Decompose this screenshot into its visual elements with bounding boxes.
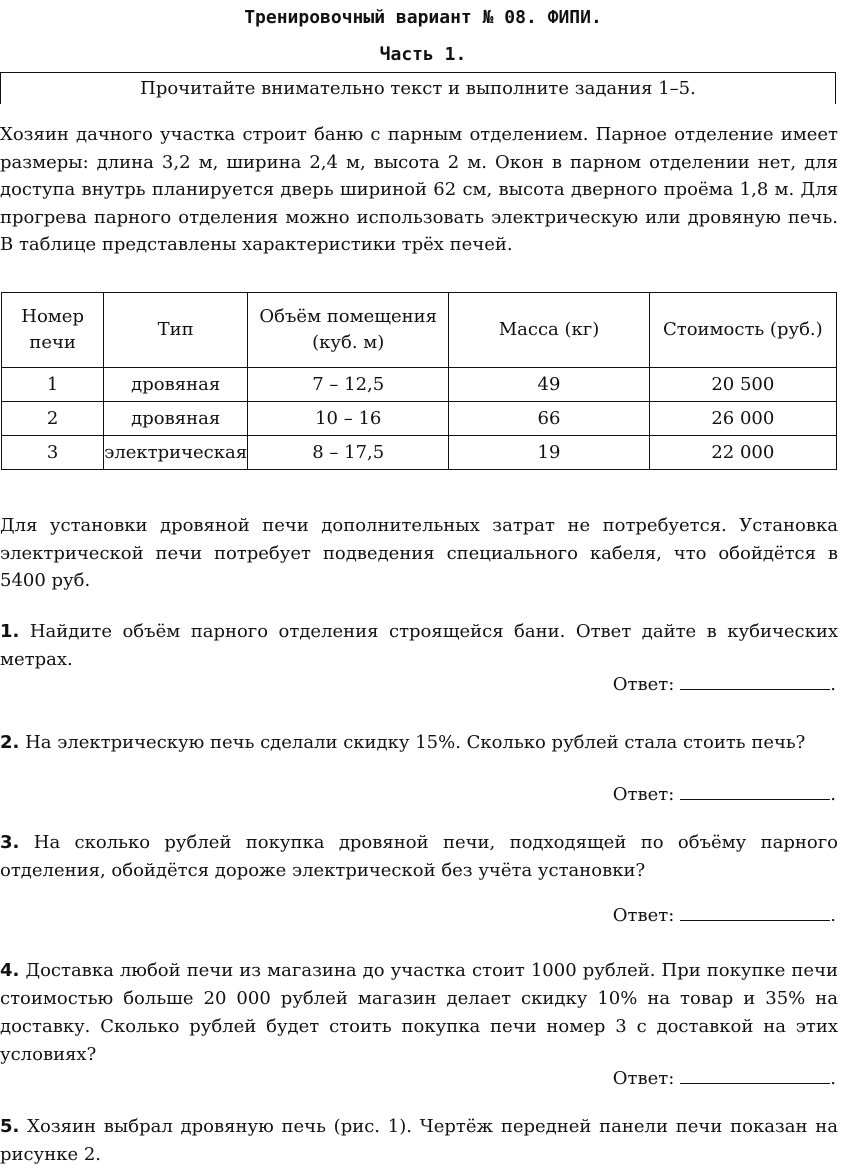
cell-type: дровяная xyxy=(104,368,248,402)
task-number: 5. xyxy=(0,1116,20,1137)
answer-line[interactable] xyxy=(680,671,830,690)
task-number: 1. xyxy=(0,621,20,642)
stoves-table xyxy=(1,292,837,470)
table-header-row xyxy=(2,293,837,368)
task-text: Найдите объём парного отделения строящейся бани. Ответ дайте в кубических метрах. xyxy=(0,621,838,670)
task-text: На электрическую печь сделали скидку 15%. Сколько рублей стала стоить печь? xyxy=(25,732,806,753)
cell-volume: 7 – 12,5 xyxy=(248,368,449,402)
task-number: 3. xyxy=(0,832,20,853)
table-row xyxy=(2,368,837,402)
page-title: Тренировочный вариант № 08. ФИПИ. xyxy=(244,7,602,28)
header-cost: Стоимость (руб.) xyxy=(649,293,836,368)
task-4 xyxy=(0,957,838,1069)
header-type: Тип xyxy=(104,293,248,368)
cell-number: 2 xyxy=(2,402,104,436)
task-text: Хозяин выбрал дровяную печь (рис. 1). Чертёж передней панели печи показан на рисунке 2. xyxy=(0,1116,838,1165)
cell-mass: 19 xyxy=(449,436,649,470)
cell-cost: 22 000 xyxy=(649,436,836,470)
answer-line[interactable] xyxy=(680,902,830,921)
task-2 xyxy=(0,729,838,757)
task-number: 2. xyxy=(0,732,20,753)
header-mass: Масса (кг) xyxy=(449,293,649,368)
answer-field-1[interactable]: Ответ: . xyxy=(613,671,836,698)
cell-number: 3 xyxy=(2,436,104,470)
header-number: Номер печи xyxy=(2,293,104,368)
part-title: Часть 1. xyxy=(379,44,467,65)
cell-mass: 66 xyxy=(449,402,649,436)
task-3 xyxy=(0,829,838,885)
task-number: 4. xyxy=(0,960,20,981)
task-text: Доставка любой печи из магазина до участка стоит 1000 рублей. При покупке печи стоимостью больше 20 000 рублей магазин делает скидку 10% на товар и 35% на доставку. Сколько рублей будет стоить покупка печи номер 3 с доставкой на этих условиях? xyxy=(0,960,838,1065)
cell-mass: 49 xyxy=(449,368,649,402)
cell-cost: 26 000 xyxy=(649,402,836,436)
answer-field-3[interactable]: Ответ: . xyxy=(613,902,836,929)
instruction-box: Прочитайте внимательно текст и выполните задания 1–5. xyxy=(0,72,836,104)
answer-line[interactable] xyxy=(680,1065,830,1084)
cell-volume: 8 – 17,5 xyxy=(248,436,449,470)
header-volume: Объём помещения (куб. м) xyxy=(248,293,449,368)
after-table-paragraph: Для установки дровяной печи дополнительных затрат не потребуется. Установка электрической печи потребует подведения специального кабеля, что обойдётся в 5400 руб. xyxy=(0,515,838,591)
cell-cost: 20 500 xyxy=(649,368,836,402)
cell-type: электрическая xyxy=(104,436,248,470)
cell-type: дровяная xyxy=(104,402,248,436)
table-row xyxy=(2,436,837,470)
task-5 xyxy=(0,1113,838,1169)
answer-field-4[interactable]: Ответ: . xyxy=(613,1065,836,1092)
cell-number: 1 xyxy=(2,368,104,402)
task-1 xyxy=(0,618,838,674)
answer-field-2[interactable]: Ответ: . xyxy=(613,781,836,808)
cell-volume: 10 – 16 xyxy=(248,402,449,436)
intro-paragraph: Хозяин дачного участка строит баню с парным отделением. Парное отделение имеет размеры: длина 3,2 м, ширина 2,4 м, высота 2 м. Окон в парном отделении нет, для доступа внутрь планируется дверь шириной 62 см, высота дверного проёма 1,8 м. Для прогрева парного отделения можно использовать электрическую или дровяную печь. В таблице представлены характеристики трёх печей. xyxy=(0,124,838,255)
answer-line[interactable] xyxy=(680,781,830,800)
task-text: На сколько рублей покупка дровяной печи, подходящей по объёму парного отделения, обойдётся дороже электрической без учёта установки? xyxy=(0,832,838,881)
table-row xyxy=(2,402,837,436)
